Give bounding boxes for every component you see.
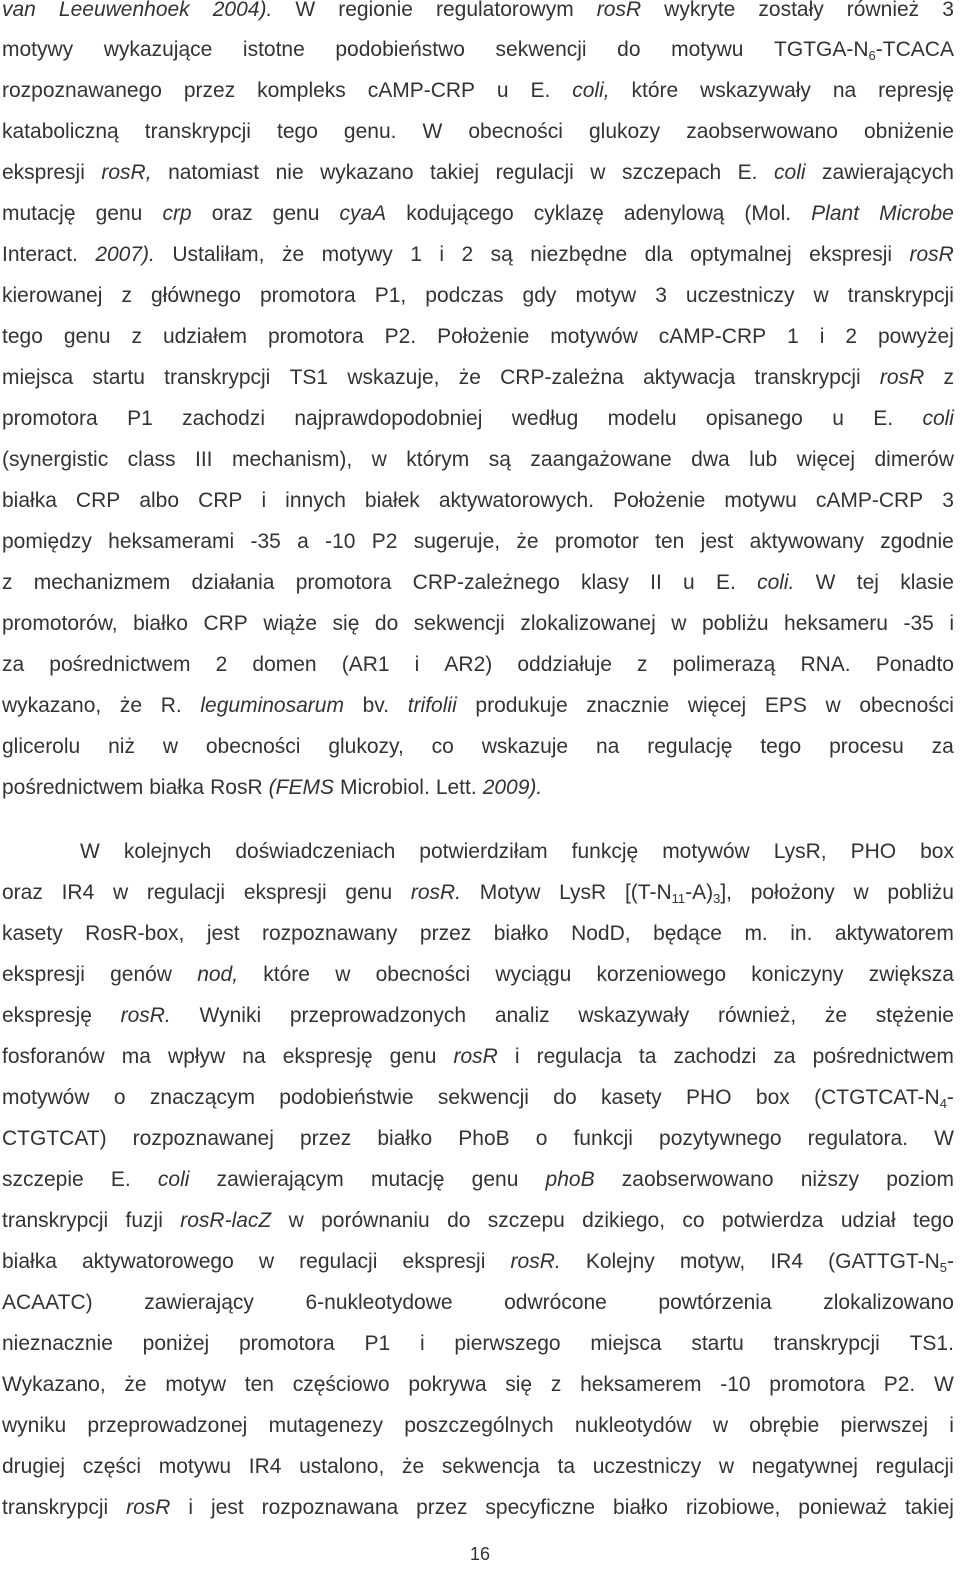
text-line: kierowanej z głównego promotora P1, podczas gdy motyw 3 uczestniczy w transkrypcji <box>2 284 954 307</box>
text-line: nieznacznie poniżej promotora P1 i pierwszego miejsca startu transkrypcji TS1. <box>2 1332 954 1355</box>
text-line: van Leeuwenhoek 2004). W regionie regulatorowym rosR wykryte zostały również 3 <box>2 0 954 21</box>
text-line: rozpoznawanego przez kompleks cAMP-CRP u E. coli, które wskazywały na represję <box>2 79 954 102</box>
text-line: kataboliczną transkrypcji tego genu. W obecności glukozy zaobserwowano obniżenie <box>2 120 954 143</box>
text-line: wykazano, że R. leguminosarum bv. trifolii produkuje znacznie więcej EPS w obecności <box>2 694 954 717</box>
text-line: z mechanizmem działania promotora CRP-zależnego klasy II u E. coli. W tej klasie <box>2 571 954 594</box>
text-line: W kolejnych doświadczeniach potwierdziłam funkcję motywów LysR, PHO box <box>80 840 954 863</box>
text-line: transkrypcji rosR i jest rozpoznawana przez specyficzne białko rizobiowe, ponieważ takiej <box>2 1496 954 1519</box>
text-line: szczepie E. coli zawierającym mutację genu phoB zaobserwowano niższy poziom <box>2 1168 954 1191</box>
text-line: motywy wykazujące istotne podobieństwo sekwencji do motywu TGTGA-$N_6$-TCACA <box>2 38 954 63</box>
text-line: mutację genu crp oraz genu cyaA kodującego cyklazę adenylową (Mol. Plant Microbe <box>2 202 954 225</box>
text-line: ACAATC) zawierający 6-nukleotydowe odwrócone powtórzenia zlokalizowano <box>2 1291 954 1314</box>
text-line: ekspresji rosR, natomiast nie wykazano takiej regulacji w szczepach E. coli zawierających <box>2 161 954 184</box>
text-line: promotorów, białko CRP wiąże się do sekwencji zlokalizowanej w pobliżu heksameru -35 i <box>2 612 954 635</box>
text-line: glicerolu niż w obecności glukozy, co wskazuje na regulację tego procesu za <box>2 735 954 758</box>
text-line: tego genu z udziałem promotora P2. Położenie motywów cAMP-CRP 1 i 2 powyżej <box>2 325 954 348</box>
text-line: pośrednictwem białka RosR (FEMS Microbiol. Lett. 2009). <box>2 776 543 799</box>
text-line: (synergistic class III mechanism), w którym są zaangażowane dwa lub więcej dimerów <box>2 448 954 471</box>
text-line: kasety RosR-box, jest rozpoznawany przez białko NodD, będące m. in. aktywatorem <box>2 922 954 945</box>
text-line: drugiej części motywu IR4 ustalono, że sekwencja ta uczestniczy w negatywnej regulacji <box>2 1455 954 1478</box>
text-line: fosforanów ma wpływ na ekspresję genu rosR i regulacja ta zachodzi za pośrednictwem <box>2 1045 954 1068</box>
text-line: białka CRP albo CRP i innych białek aktywatorowych. Położenie motywu cAMP-CRP 3 <box>2 489 954 512</box>
text-line: promotora P1 zachodzi najprawdopodobniej według modelu opisanego u E. coli <box>2 407 954 430</box>
text-line: Wykazano, że motyw ten częściowo pokrywa się z heksamerem -10 promotora P2. W <box>2 1373 954 1396</box>
text-line: CTGTCAT) rozpoznawanej przez białko PhoB o funkcji pozytywnego regulatora. W <box>2 1127 954 1150</box>
text-line: ekspresji genów nod, które w obecności wyciągu korzeniowego koniczyny zwiększa <box>2 963 954 986</box>
text-line: białka aktywatorowego w regulacji ekspresji rosR. Kolejny motyw, IR4 ($GATTGT-N_5-$ <box>2 1250 954 1275</box>
text-line: ekspresję rosR. Wyniki przeprowadzonych analiz wskazywały również, że stężenie <box>2 1004 954 1027</box>
text-line: Interact. 2007). Ustaliłam, że motywy 1 i 2 są niezbędne dla optymalnej ekspresji rosR <box>2 243 954 266</box>
text-line: miejsca startu transkrypcji TS1 wskazuje, że CRP-zależna aktywacja transkrypcji rosR z <box>2 366 954 389</box>
text-line: motywów o znaczącym podobieństwie sekwencji do kasety PHO box ($CTGTCAT-N_4-$ <box>2 1086 954 1111</box>
text-line: wyniku przeprowadzonej mutagenezy poszczególnych nukleotydów w obrębie pierwszej i <box>2 1414 954 1437</box>
page-number: 16 <box>469 1544 491 1564</box>
text-line: pomiędzy heksamerami -35 a -10 P2 sugeruje, że promotor ten jest aktywowany zgodnie <box>2 530 954 553</box>
text-line: transkrypcji fuzji rosR-lacZ w porównaniu do szczepu dzikiego, co potwierdza udział tego <box>2 1209 954 1232</box>
text-line: oraz IR4 w regulacji ekspresji genu rosR. Motyw LysR $[(T-N_{11}-A)_3]$, położony w pobliżu <box>2 881 954 906</box>
text-line: za pośrednictwem 2 domen (AR1 i AR2) oddziałuje z polimerazą RNA. Ponadto <box>2 653 954 676</box>
